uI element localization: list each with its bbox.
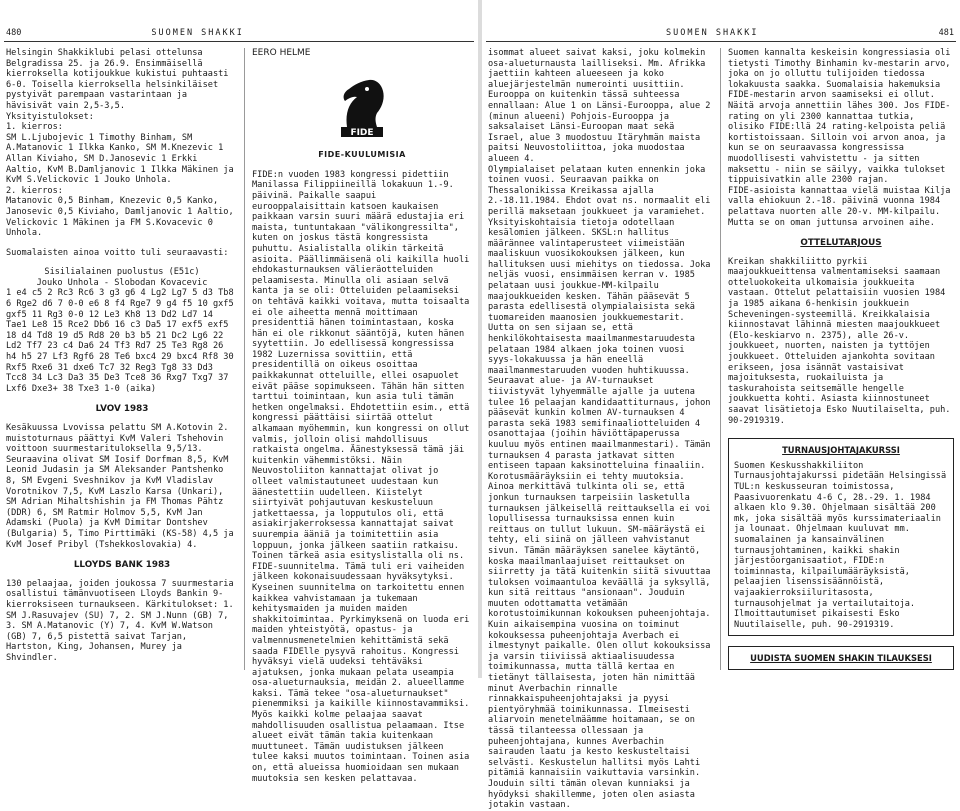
right-page-header — [486, 26, 954, 40]
right-column-1 — [488, 48, 716, 811]
rating-rules-text: Korotusmääräyksiin ei tehty muutoksia. Ainoa merkittävä tulkinta oli se, että jonkun turnauksen tarpeisiin lasketulla turnauksen jälkeisellä reittauksella ei voi lopullisessa turnauksissa ennen kuin reittaus on tullut lukuun. SM-määräystä ei tehty, eli siinä on jälleen vahvistanut sivun. Tämän määräyksen sanelee käytäntö, koska maailmanlaajuiset reittaukset on siirretty ja tätä kuitenkin siitä sivuuttaa tuloksen voimaantuloa keväällä ja syksyllä, kun sitä reittaus "ansionaan". Jouduin muuten odottamatta vetämään korotustoimikunnan kokouksen puheenjohtaja. Kuin aikaisempina vuosina on toiminut kokouksessa puheenjohtaja Averbach ei ilmestynyt paikalle. Olen ollut kokouksissa ja varsin tiiviissä aktiaalisuudessa toimikunnassa, mutta tällä kertaa en tietänyt tällaisesta, joten hän nimittää minut Averbachin rinnalle rinnakkaispuheenjohtajaksi ja pyysi pientyöryhmää toimikunnassa. Ilmeisesti aliarvoin menetelmäämme hoitamaan, se on tässä tilanteessa ollessaan ja puheenjohtajana, kunnes Averbachin sairauden laatu ja kesto keskusteltaisi selvästi. Keskustelun hallitsi myös Lahti pitämiä kannaisiin vaikuttavia varsinkin. Jouduin silti tämän olevan kunniaksi ja hyödyksi shakillemme, joten olen asiasta jotakin vastaan. — [488, 471, 716, 811]
fide-knight-logo-icon — [327, 67, 397, 145]
left-column-1 — [6, 48, 238, 670]
left-column-divider — [244, 48, 245, 670]
right-column-2 — [728, 48, 954, 670]
left-page-number: 480 — [6, 28, 22, 38]
binham-title-text: Suomen kannalta keskeisin kongressiasia oli tietysti Timothy Binhamin kv-mestarin arvo, joka on jo olluttu tulijoiden tiedossa lokakuusta saakka. Suomalaisia hakemuksia FIDE-mestarin arvon saamiseksi ei ollut. Näitä arvoja annettiin lähes 300. Jos FIDE-rating on yli 2300 kannattaa tutkia, olisiko FIDE:llä 24 rating-kelpoista peliä kortistoissaan. Silloin voi arvon anoa, ja kun se on seuraavassa kongressissa muodollisesti vahvistettu - ja sitten maksettu - niin se säilyy, vaikka tulokset tippuisivatkin alle 2300 rajan. — [728, 48, 956, 186]
article-author: EERO HELME — [252, 48, 311, 58]
match-offer-heading: OTTELUTARJOUS — [800, 238, 882, 249]
subscription-title: UUDISTA SUOMEN SHAKIN TILAUKSESI — [750, 653, 932, 664]
fide-article-text-2: Toinen tärkeä asia esityslistalla oli ns. FIDE-suunnitelma. Tämä tuli eri vaiheiden jälkeen kokonaisuudessaan hyväksytyksi. Kyseinen suunnitelma on tarkoitettu ennen kaikkea vahvistamaan ja tukemaan kehitysmaiden ja muiden maiden shakkitoimintaa. Pyrkimyksenä on luoda eri maiden yhteistyötä, opastus- ja valmennusmenetelmien kehittämistä sekä saada FIDElle pysyvä rahoitus. Kongressi hyväksyi vielä uudeksi tehtäväksi ajatuksen, jonka mukaan pelata useampia osa-alueturnauksia, meidän 2. alueellamme kaksi. Tämä tekee "osa-alueturnaukset" pienemmiksi ja kaikille kiinnostavammiksi. Myös kaikki kolme pelaajaa saavat mahdollisuuden osallistua pelaamaan. Itse alueet eivät tämän takia kuitenkaan muuttuneet. Tämän uudistuksen jälkeen tulee kaksi muutos toimintaan. Toinen asia on, että alueissa huomioidaan sen mukaan muutoksia sen kesken pelattavaa. — [252, 551, 475, 784]
fide-logo — [252, 67, 472, 149]
match-offer-text: Kreikan shakkiliitto pyrkii maajoukkueittensa valmentamiseksi saamaan otteluokokeita ulkomaisia joukkueita vastaan. Ottelut pelattaisiin vuosien 1984 ja 1985 aikana 6-henkisin joukkuein Scheveningen-systeemillä. Kreikkalaisia kiinnostavat lähinnä miesten maajoukkueet (Elo-keskiarvo n. 2375), alle 26-v. joukkueet, nuorten, naisten ja tyttöjen joukkueet. Otteluiden ajankohta sovitaan erikseen, josa isännät vastaisivat majoituksesta, ruokailuista ja taskurahoista seitsemälle hengelle joukkuetta kohti. Asiasta kiinnostuneet saavat lisätietoja Esko Nuutilaiselta, puh. 90-2919319. — [728, 256, 956, 426]
round1-heading: 1. kierros: — [6, 122, 63, 133]
game-moves: 1 e4 c5 2 Rc3 Rc6 3 g3 g6 4 Lg2 Lg7 5 d3 Tb8 6 Rge2 d6 7 0-0 e6 8 f4 Rge7 9 g4 f5 10 gxf5 gxf5 11 Rg3 0-0 12 Le3 Kh8 13 Dd2 Ld7 14 Tae1 Le8 15 Rce2 Db6 16 c3 Da5 17 exf5 exf5 18 d4 Td8 19 d5 Rd8 20 b3 b5 21 Dc2 Lg6 22 Ld2 Tf7 23 c4 Da6 24 Tf3 Rd7 25 Te3 Rg8 26 h4 h5 27 Lf3 Rgf6 28 Te6 bxc4 29 bxc4 Rf8 30 Rxf5 Rxe6 31 dxe6 Tc7 32 Reg3 Tg8 33 Dd3 Tcc8 34 Lc3 Da3 35 De3 Tce8 36 Rxg7 Txg7 37 Lxf6 Dxe3+ 38 Txe3 1-0 (aika) — [6, 288, 239, 394]
results-heading: Yksityistulokset: — [6, 111, 94, 122]
game-intro: Suomalaisten ainoa voitto tuli seuraavasti: — [6, 247, 229, 258]
left-page — [0, 0, 478, 784]
arbiter-course-box — [728, 438, 954, 636]
round1-text: SM L.Ljubojevic 1 Timothy Binham, SM A.Matanovic 1 Ilkka Kanko, SM M.Knezevic 1 Allan Kiviaho, SM D.Janosevic 1 Erkki Aaltio, KvM B.Damljanovic 1 Ilkka Mäkinen ja KvM S.Velickovic 1 Jouko Unhola. — [6, 132, 239, 186]
lloyds-heading: LLOYDS BANK 1983 — [73, 560, 171, 571]
fide-news-caption: FIDE-KUULUMISIA — [318, 150, 406, 160]
left-running-head: SUOMEN SHAKKI — [151, 28, 244, 38]
left-column-2 — [252, 48, 475, 784]
round2-heading: 2. kierros: — [6, 185, 63, 196]
fide-logo-text: FIDE — [350, 127, 374, 138]
lvov-text: Kesäkuussa Lvovissa pelattu SM A.Kotovin 2. muistoturnaus päättyi KvM Valeri Tshehovin voittoon suurmestarituloksella 9,5/13. Seuraavina olivat SM Iosif Dorfman 8,5, KvM Leonid Judasin ja SM Aleksander Pantshenko 8, SM Evgeni Sveshnikov ja KvM Vladislav Vorotnikov 7,5, KvM Laszlo Karsa (Unkari), SM Adrian Mihaltshishin ja FM Thomas Pähtz (DDR) 6, SM Ratmir Holmov 5,5, KvM Jan Adamski (Puola) ja KvM Dimitar Dontshev (Bulgaria) 5, Timo Pirttimäki (KS-58) 4,5 ja KvM Josef Pribyl (Tshekkoslovakia) 4. — [6, 423, 239, 550]
right-page — [482, 0, 960, 811]
subscription-box — [728, 646, 954, 670]
lloyds-text: 130 pelaajaa, joiden joukossa 7 suurmestaria osallistui tämänvuotiseen Lloyds Bankin 9-kierroksiseen turnaukseen. Kärkitulokset: 1. SM J.Rasuvajev (SU) 7, 2. SM J.Nunn (GB) 7, 3. SM A.Matanovic (Y) 7, 4. KvM W.Watson (GB) 7, 6,5 pistettä saivat Tarjan, Hartston, King, Johansen, Murey ja Shvindler. — [6, 578, 239, 663]
left-header-rule — [4, 41, 474, 42]
right-page-number: 481 — [938, 28, 954, 38]
right-column-divider — [720, 48, 721, 670]
fide-article-text: FIDE:n vuoden 1983 kongressi pidettiin Manilassa Filippiineillä lokakuun 1.-9. päivinä. Paikalle saapui eurooppalaisittain katsoen kaukaisen paikkaan varsin suuri määrä edustajia eri maista, tuntuntakaan "välikongressilta", kuten on joskus tästä kongressista puhuttu. Asialistalla olikin tärkeitä asioita. Päällimmäisenä oli kaikilla huoli ehdokasturnauksen välieräotteluiden pelaamisesta. Minulla oli asiaan selvä kanta ja se oli: Otteluiden pelaamiseksi on tehtävä kaikki voitava, mutta toisaalta ei ole aiheetta mennä moittimaan presidenttiä hänen toimintastaan, koska hän ei ole rikkonut sääntöjä, kuten hänen syytettiin. Jo edellisessä kongressissa 1982 Luzernissa sovittiin, että presidentillä on oikeus osoittaa paikkakunnat otteluille, ellei osapuolet eivät pääse sopimukseen. Tähän hän sitten tarttui toimintaan, kun asia tuli tämän hetken ongelmaksi. Ehdotettiin esim., että kongressi päättäisi siirtää ottelut alkamaan myöhemmin, kun kongressi on ollut valmis, jolloin olisi mahdollisuus ratkaista ongelma. Äänestyksessä tämä jäi kuitenkin vähemmistöksi. Näin Neuvostoliiton kannattajat olivat jo olleet valmistautuneet uudestaan kun äänestettiin uudelleen. Kiistelyt siirtyivät pohjautuvan keskusteluun jatkettaessa, ja lopputulos oli, että asiakirjakerroksessa kannattajat saivat suurempia ääniä ja toimitettiin asia loppuun, jonka jälkeen saatiin ratkaisu. — [252, 169, 475, 551]
lvov-heading: LVOV 1983 — [95, 404, 149, 415]
arbiter-course-title: TURNAUSJOHTAJAKURSSI — [782, 445, 900, 456]
olympiad-text: Olympialaiset pelataan kuten ennenkin joka toinen vuosi. Seuraavan paikka on Thessalonikissa Kreikassa ajalla 2.-18.11.1984. Ehdot ovat ns. normaalit eli perillä maksetaan joukkueet ja varamiehet. Yksityiskohtaisia tietoja odotellaan kesälomien jälkeen. SKSL:n hallitus määrännee valintaperusteet viimeistään maaliskuun vuosikokouksen jälkeen, kun hallituksen uusi miehitys on tiedossa. Joka neljäs vuosi, ensimmäisen kerran v. 1985 pelataan uusi joukkue-MM-kilpailu maajoukkueiden kesken. Tähän pääsevät 5 parasta edellisestä olympialaisista sekä tuomareiden maanosien joukkuemestarit. Uutta on sen sijaan se, että henkilökohtaisesta maailmanmestaruudesta pelataan 1984 alkaen joka toinen vuosi syys-lokakuussa ja hän eneellä maailmanmestaruuden vuoden huhtikuussa. Seuraavat alue- ja AV-turnaukset tiivistyvät lyhyemmälle ajalle ja uutena tulee 16 pelaajan kandidaattiturnaus, johon pääsevät kunkin kolmen AV-turnauksen 4 parasta sekä 1983 semifinaaliotteluiden 4 osanottajaa (joihin häviöttäpaperussa kuuluu myös entinen maailmanmestari). Tämän turnauksen 4 parasta jatkavat sitten entiseen tapaan kaksinotteluina finaaliin. — [488, 164, 716, 472]
arbiter-course-text: Suomen Keskusshakkiliiton Turnausjohtajakurssi pidetään Helsingissä TUL:n keskusseuran toimistossa, Paasivuorenkatu 4-6 C, 28.-29. 1. 1984 alkaen klo 9.30. Ohjelmaan sisältää 200 mk, joka sisältää myös kurssimateriaalin ja lounaat. Ohjelmaan kuuluvat mm. suomalainen ja kansainvälinen turnausjohtaminen, kaikki shakin järjestöorganisaatiot, FIDE:n toiminnasta, kilpailumääräyksistä, pelaajien lisenssisäännöistä, vajaakierroksiiluritasosta, turnausohjelmat ja vertailutaitoja. Ilmoittautumiset pikaisesti Esko Nuutilaiselle, puh. 90-2919319. — [734, 460, 952, 630]
junior-championship-text: FIDE-asioista kannattaa vielä muistaa Kilja valla ehiokuun 2.-18. päivinä vuonna 1984 pelattava nuorten alle 20-v. MM-kilpailu. Mutta se on oman juttunsa arvoinen aihe. — [728, 185, 956, 228]
right-running-head: SUOMEN SHAKKI — [666, 28, 759, 38]
belgrade-intro: Helsingin Shakkiklubi pelasi ottelunsa Belgradissa 25. ja 26.9. Ensimmäisellä kierroksella kotijoukkue kukistui puhtaasti 6-0. Toisella kierroksella helsinkiläiset pystyivät parempaan vastarintaan ja hävisivät vain 2,5-3,5. — [6, 48, 234, 111]
game-players: Jouko Unhola - Slobodan Kovacevic — [36, 277, 208, 288]
right-header-rule — [486, 41, 956, 42]
round2-text: Matanovic 0,5 Binham, Knezevic 0,5 Kanko, Janosevic 0,5 Kiviaho, Damljanovic 1 Aaltio, Velickovic 1 Mäkinen ja FM S.Kovacevic 0 Unhola. — [6, 196, 239, 239]
regions-text: isommat alueet saivat kaksi, joku kolmekin osa-alueturnausta lailliseksi. Mm. Afrikka jaettiin kahteen alueeseen ja koko aluejärjestelmän numerointi uusittiin. Eurooppa on kuitenkin tässä suhteessa ennallaan: Alue 1 on Länsi-Eurooppa, alue 2 (minun alueeni) Pohjois-Eurooppa ja saksalaiset Länsi-Euroopan maat sekä Israel, alue 3 muodostuu Itäryhmän maista paitsi Neuvostoliittoa, joka muodostaa alueen 4. — [488, 48, 716, 164]
left-page-header — [6, 26, 472, 40]
game-opening: Sisilialainen puolustus (E51c) — [44, 267, 200, 278]
